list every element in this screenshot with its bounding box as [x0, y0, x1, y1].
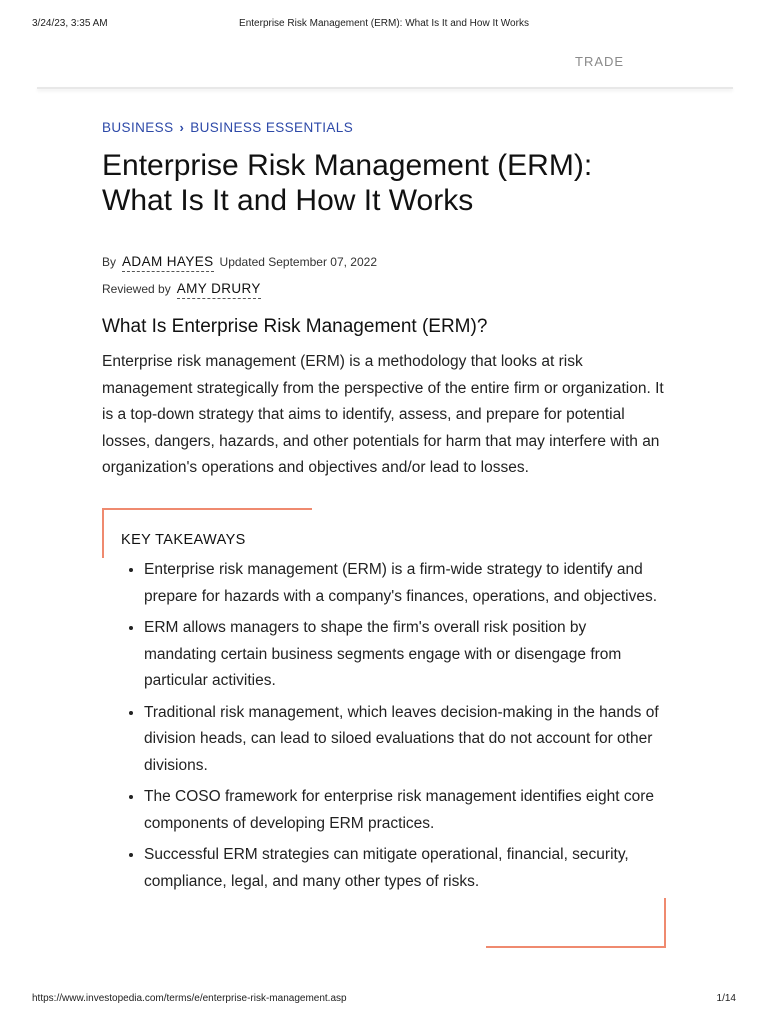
byline-reviewer	[102, 281, 261, 299]
breadcrumb-item-business-essentials[interactable]: BUSINESS ESSENTIALS	[190, 120, 354, 135]
breadcrumb-item-business[interactable]: BUSINESS	[102, 120, 174, 135]
takeaways-heading: KEY TAKEAWAYS	[121, 532, 246, 548]
reviewed-by-label: Reviewed by	[102, 282, 171, 296]
print-datetime: 3/24/23, 3:35 AM	[32, 18, 108, 29]
nav-divider	[37, 87, 733, 89]
takeaways-corner-bottom-right	[486, 946, 666, 948]
takeaways-list	[122, 557, 660, 900]
reviewer-link[interactable]: AMY DRURY	[177, 281, 261, 299]
chevron-right-icon: ›	[179, 120, 185, 135]
section-heading: What Is Enterprise Risk Management (ERM)?	[102, 316, 488, 337]
updated-date: Updated September 07, 2022	[219, 255, 377, 269]
print-url: https://www.investopedia.com/terms/e/enterprise-risk-management.asp	[32, 993, 347, 1004]
takeaway-item: • Successful ERM strategies can mitigate operational, financial, security, compliance, legal, and many other types of risks.	[144, 842, 660, 895]
author-link[interactable]: ADAM HAYES	[122, 254, 214, 272]
page-title	[102, 148, 702, 218]
takeaway-item: • Enterprise risk management (ERM) is a firm-wide strategy to identify and prepare for hazards with a company's finances, operations, and objectives.	[144, 557, 660, 610]
takeaways-corner-bottom-right-vertical	[664, 898, 666, 948]
breadcrumb	[102, 120, 353, 135]
page-title-line-1: Enterprise Risk Management (ERM):	[102, 149, 593, 182]
key-takeaways-box	[102, 508, 666, 948]
print-doc-title: Enterprise Risk Management (ERM): What Is It and How It Works	[239, 18, 529, 29]
print-page-number: 1/14	[716, 993, 736, 1004]
takeaways-corner-top-left	[102, 508, 312, 510]
nav-trade-link[interactable]: TRADE	[575, 54, 625, 69]
takeaways-corner-top-left-vertical	[102, 508, 104, 558]
takeaway-item: • ERM allows managers to shape the firm's overall risk position by mandating certain business segments engage with or disengage from particular activities.	[144, 615, 660, 695]
intro-paragraph: Enterprise risk management (ERM) is a methodology that looks at risk management strategically from the perspective of the entire firm or organization. It is a top-down strategy that aims to identify, assess, and prepare for potential losses, dangers, hazards, and other potentials for harm that may interfere with an organization's operations and objectives and/or lead to losses.	[102, 353, 664, 476]
takeaway-item: • The COSO framework for enterprise risk management identifies eight core components of developing ERM practices.	[144, 784, 660, 837]
byline-author	[102, 254, 377, 272]
page-title-line-2: What Is It and How It Works	[102, 184, 474, 217]
takeaway-item: • Traditional risk management, which leaves decision-making in the hands of division heads, can lead to siloed evaluations that do not account for other divisions.	[144, 700, 660, 780]
by-label: By	[102, 255, 117, 269]
